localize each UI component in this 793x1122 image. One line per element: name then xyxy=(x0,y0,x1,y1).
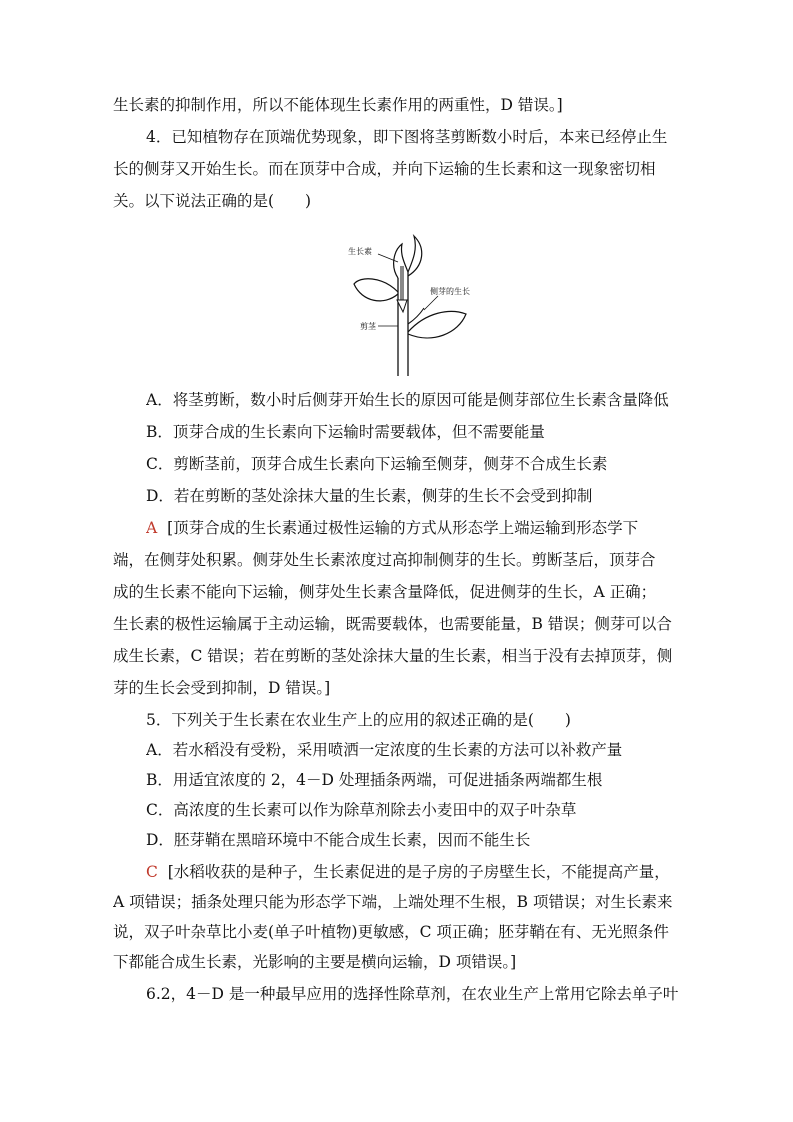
q5-explanation-line: 说，双子叶杂草比小麦(单子叶植物)更敏感，C 项正确；胚芽鞘在有、无光照条件 xyxy=(113,923,669,941)
plant-diagram-svg xyxy=(340,228,490,378)
q5-option-d: D．胚芽鞘在黑暗环境中不能合成生长素，因而不能生长 xyxy=(146,831,531,849)
right-leaf xyxy=(408,311,466,337)
text-line: 生长素的抑制作用，所以不能体现生长素作用的两重性，D 错误。] xyxy=(113,96,563,114)
question-4-stem: 4．已知植物存在顶端优势现象，即下图将茎剪断数小时后，本来已经停止生 xyxy=(146,128,668,146)
q5-answer-letter: C xyxy=(146,863,158,881)
q5-explanation-line: 下都能合成生长素，光影响的主要是横向运输，D 项错误。] xyxy=(113,953,517,971)
q5-explanation-line: A 项错误；插条处理只能为形态学下端，上端处理不生根，B 项错误；对生长素来 xyxy=(113,893,673,911)
text-line: 长的侧芽又开始生长。而在顶芽中合成，并向下运输的生长素和这一现象密切相 xyxy=(113,160,656,178)
q5-explanation-start: [水稻收获的是种子，生长素促进的是子房的子房壁生长，不能提高产量， xyxy=(167,863,670,881)
q5-option-a: A．若水稻没有受粉，采用喷洒一定浓度的生长素的方法可以补救产量 xyxy=(146,741,623,759)
left-leaf xyxy=(354,279,398,301)
q4-explanation-line: 成的生长素不能向下运输，侧芽处生长素含量降低，促进侧芽的生长，A 正确； xyxy=(113,583,657,601)
leader-lateral xyxy=(424,296,438,310)
q4-option-d: D．若在剪断的茎处涂抹大量的生长素，侧芽的生长不会受到抑制 xyxy=(146,487,593,505)
label-auxin: 生长素 xyxy=(348,247,372,256)
q5-option-c: C．高浓度的生长素可以作为除草剂除去小麦田中的双子叶杂草 xyxy=(146,801,577,819)
q4-explanation-line: 端，在侧芽处积累。侧芽处生长素浓度过高抑制侧芽的生长。剪断茎后，顶芽合 xyxy=(113,551,656,569)
q4-option-c: C．剪断茎前，顶芽合成生长素向下运输至侧芽，侧芽不合成生长素 xyxy=(146,455,608,473)
q4-explanation-start: [顶芽合成的生长素通过极性运输的方式从形态学上端运输到形态学下 xyxy=(167,519,639,537)
label-lateral-growth: 侧芽的生长 xyxy=(430,287,470,296)
q5-option-b: B．用适宜浓度的 2，4－D 处理插条两端，可促进插条两端都生根 xyxy=(146,771,603,789)
question-5-stem: 5．下列关于生长素在农业生产上的应用的叙述正确的是( ) xyxy=(146,711,571,729)
q5-answer-first-line xyxy=(146,862,683,882)
q4-option-b: B．顶芽合成的生长素向下运输时需要载体，但不需要能量 xyxy=(146,423,545,441)
plant-diagram xyxy=(340,228,490,378)
apical-bud xyxy=(394,236,422,278)
q4-explanation-line: 成生长素，C 错误；若在剪断的茎处涂抹大量的生长素，相当于没有去掉顶芽，侧 xyxy=(113,647,673,665)
question-6-stem: 6.2，4－D 是一种最早应用的选择性除草剂，在农业生产上常用它除去单子叶 xyxy=(146,985,679,1003)
q4-explanation-line: 芽的生长会受到抑制，D 错误。] xyxy=(113,679,331,697)
q4-answer-first-line xyxy=(146,518,683,538)
q4-answer-letter: A xyxy=(146,519,158,537)
lateral-bud xyxy=(408,308,424,324)
text-line: 关。以下说法正确的是( ) xyxy=(113,192,312,210)
q4-option-a: A．将茎剪断，数小时后侧芽开始生长的原因可能是侧芽部位生长素含量降低 xyxy=(146,391,669,409)
q4-explanation-line: 生长素的极性运输属于主动运输，既需要载体，也需要能量，B 错误；侧芽可以合 xyxy=(113,615,672,633)
label-cut-stem: 剪茎 xyxy=(360,322,376,331)
